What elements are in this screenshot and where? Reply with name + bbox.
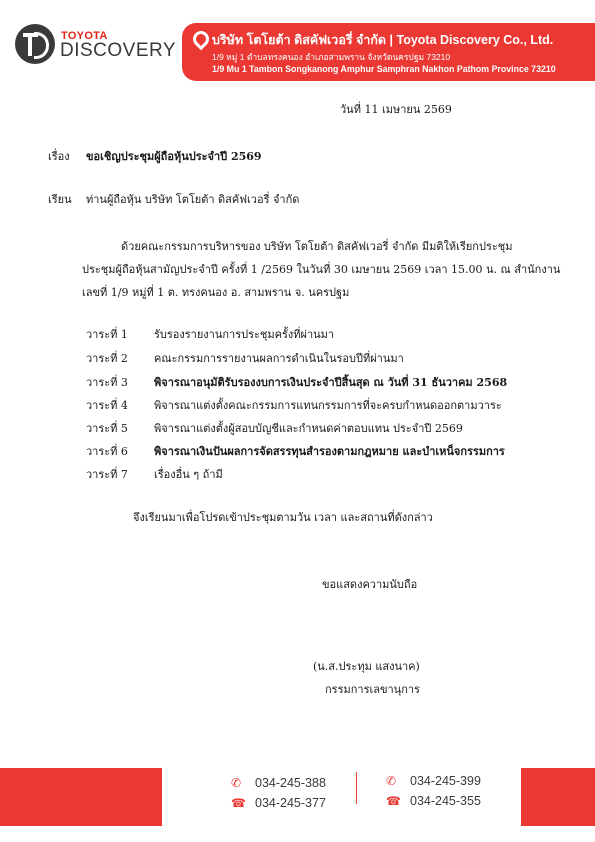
- address-thai: 1/9 หมู่ 1 ตำบลทรงคนอง อำเภอสามพราน จังหวัดนครปฐม 73210: [212, 52, 451, 62]
- footer-accent-left: [0, 768, 162, 826]
- address-english: 1/9 Mu 1 Tambon Songkanong Amphur Samphran Nakhon Pathom Province 73210: [212, 64, 556, 74]
- company-logo-mark: [15, 24, 55, 64]
- agenda-label: วาระที่ 4: [86, 399, 128, 412]
- agenda-label: วาระที่ 2: [86, 352, 128, 365]
- phone-icon: ✆: [231, 776, 242, 790]
- address-banner: [182, 23, 595, 81]
- letter-date: วันที่ 11 เมษายน 2569: [340, 103, 452, 116]
- agenda-text: รับรองรายงานการประชุมครั้งที่ผ่านมา: [154, 328, 335, 341]
- agenda-text: พิจารณาอนุมัติรับรองงบการเงินประจำปีสิ้นสุด ณ วันที่ 31 ธันวาคม 2568: [154, 376, 508, 389]
- subject-label: เรื่อง: [48, 150, 70, 163]
- agenda-label: วาระที่ 7: [86, 468, 128, 481]
- fax-number: 034-245-377: [255, 796, 326, 810]
- regards-text: ขอแสดงความนับถือ: [322, 578, 418, 591]
- agenda-label: วาระที่ 3: [86, 376, 128, 389]
- recipient-label: เรียน: [48, 193, 72, 206]
- body-line: ด้วยคณะกรรมการบริหารของ บริษัท โตโยต้า ดิสคัฟเวอรี่ จำกัด มีมติให้เรียกประชุม: [121, 240, 513, 253]
- recipient-text: ท่านผู้ถือหุ้น บริษัท โตโยต้า ดิสคัฟเวอรี่ จำกัด: [86, 193, 300, 206]
- logo-text-top: TOYOTA: [61, 30, 108, 42]
- subject-text: ขอเชิญประชุมผู้ถือหุ้นประจำปี 2569: [86, 150, 262, 163]
- agenda-text: คณะกรรมการรายงานผลการดำเนินในรอบปีที่ผ่านมา: [154, 352, 404, 365]
- company-name: บริษัท โตโยต้า ดิสคัฟเวอรี่ จำกัด | Toyota Discovery Co., Ltd.: [212, 33, 554, 47]
- footer-accent-right: [521, 768, 595, 826]
- signer-name: (น.ส.ประทุม แสงนาค): [313, 660, 420, 673]
- agenda-label: วาระที่ 6: [86, 445, 128, 458]
- closing-text: จึงเรียนมาเพื่อโปรดเข้าประชุมตามวัน เวลา และสถานที่ดังกล่าว: [133, 511, 433, 524]
- phone-icon: ✆: [386, 774, 397, 788]
- logo-text-bottom: DISCOVERY: [60, 40, 177, 61]
- agenda-label: วาระที่ 5: [86, 422, 128, 435]
- agenda-text: พิจารณาแต่งตั้งคณะกรรมการแทนกรรมการที่จะครบกำหนดออกตามวาระ: [154, 399, 502, 412]
- fax-icon: ☎: [386, 794, 401, 808]
- agenda-text: พิจารณาเงินปันผลการจัดสรรทุนสำรองตามกฎหมาย และบำเหน็จกรรมการ: [154, 445, 505, 458]
- agenda-label: วาระที่ 1: [86, 328, 128, 341]
- agenda-text: พิจารณาแต่งตั้งผู้สอบบัญชีและกำหนดค่าตอบแทน ประจำปี 2569: [154, 422, 463, 435]
- fax-number: 034-245-355: [410, 794, 481, 808]
- phone-number: 034-245-399: [410, 774, 481, 788]
- footer-divider: [356, 772, 357, 804]
- agenda-text: เรื่องอื่น ๆ ถ้ามี: [154, 468, 223, 481]
- body-line: เลขที่ 1/9 หมู่ที่ 1 ต. ทรงคนอง อ. สามพราน จ. นครปฐม: [82, 286, 350, 299]
- signer-title: กรรมการเลขานุการ: [325, 683, 420, 696]
- fax-icon: ☎: [231, 796, 246, 810]
- body-line: ประชุมผู้ถือหุ้นสามัญประจำปี ครั้งที่ 1 /2569 ในวันที่ 30 เมษายน 2569 เวลา 15.00 น. ณ สำนักงาน: [82, 263, 561, 276]
- map-pin-icon: [190, 28, 213, 51]
- phone-number: 034-245-388: [255, 776, 326, 790]
